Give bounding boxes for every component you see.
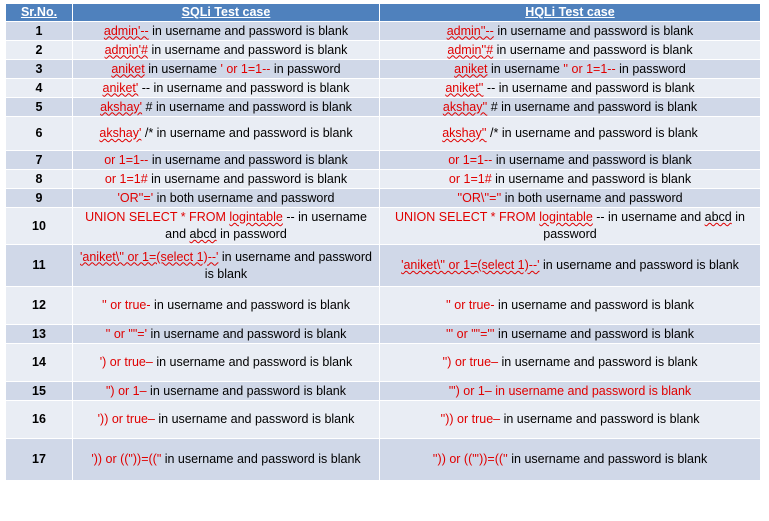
description-text: in username and password is blank [152,355,353,369]
description-text: in password [216,227,287,241]
sqli-test-case-cell [73,79,380,98]
hqli-test-case-cell [380,151,761,170]
table-row [6,401,761,439]
description-text: in username and password is blank [494,298,694,312]
payload-text: 'aniket\'' or 1=(select 1)--' [401,258,540,272]
description-text: -- in username and password is blank [483,80,695,95]
hqli-test-case-cell [380,401,761,439]
description-text: in both username and password [501,190,683,205]
payload-text: aniket [111,61,145,76]
row-number: 12 [6,287,73,325]
description-text: in username and password is blank [493,42,693,57]
payload-text: ") or 1– [106,383,147,398]
payload-text: akshay'' [442,126,487,140]
payload-text: admin'# [104,42,148,57]
description-text: in username and password is blank [500,412,700,426]
description-text: -- in username and [165,210,367,241]
description-text: in username and password is blank [507,452,708,466]
payload-text: UNION SELECT * FROM [395,210,540,224]
description-text: # in username and password is blank [487,99,698,114]
hqli-test-case-cell [380,344,761,382]
hqli-test-case-cell [380,382,761,401]
table-row [6,245,761,287]
row-number: 16 [6,401,73,439]
table-body [6,22,761,481]
description-text: in username [144,61,221,76]
description-text: in username and password is blank [146,383,346,398]
hqli-test-case-cell [380,245,761,287]
payload-text: akshay' [100,99,143,114]
table-row [6,208,761,245]
payload-text: '' or 1=1-- [563,61,616,76]
description-text: /* in username and password is blank [141,126,353,140]
row-number: 17 [6,439,73,481]
payload-text: or 1=1-- [448,152,493,167]
description-text: in username and password is blank [539,258,739,272]
payload-text: "') or 1– in username and password is blank [448,383,692,398]
sqli-test-case-cell [73,382,380,401]
row-number: 8 [6,170,73,189]
payload-text: ''OR\''='' [457,190,502,205]
hqli-test-case-cell [380,41,761,60]
sqli-test-case-cell [73,287,380,325]
test-case-table-wrapper [5,3,761,481]
table-row [6,170,761,189]
hqli-test-case-cell [380,287,761,325]
payload-text: admin''-- [446,23,494,38]
table-row [6,287,761,325]
row-number: 1 [6,22,73,41]
table-row [6,98,761,117]
row-number: 9 [6,189,73,208]
description-text: in password [543,210,745,241]
hqli-test-case-cell [380,60,761,79]
table-row [6,41,761,60]
payload-text: '' or ""=' [105,326,147,341]
description-text: in username and password is blank [147,171,348,186]
row-number: 10 [6,208,73,245]
payload-text: ')) or true– [97,412,155,426]
payload-text: admin''# [447,42,494,57]
description-text: in username and password is blank [492,152,692,167]
description-text: abcd [704,210,732,224]
payload-text: aniket' [102,80,139,95]
table-row [6,117,761,151]
sqli-test-case-cell [73,151,380,170]
sqli-test-case-cell [73,41,380,60]
row-number: 2 [6,41,73,60]
sqli-test-case-cell [73,117,380,151]
row-number: 4 [6,79,73,98]
description-text: in username and password is blank [494,326,694,341]
row-number: 7 [6,151,73,170]
payload-text: '' or true- [102,298,151,312]
payload-text: logintable [539,210,593,224]
payload-text: ''' or ""=''' [446,326,495,341]
table-row [6,189,761,208]
row-number: 14 [6,344,73,382]
table-row [6,439,761,481]
description-text: # in username and password is blank [142,99,352,114]
payload-text: ')) or (("))=((" [91,452,162,466]
description-text: -- in username and [592,210,705,224]
description-text: in password [270,61,341,76]
sqli-test-case-cell [73,170,380,189]
table-row [6,151,761,170]
row-number: 15 [6,382,73,401]
description-text: in password [615,61,686,76]
payload-text: ') or true– [99,355,153,369]
hqli-test-case-cell [380,22,761,41]
row-number: 11 [6,245,73,287]
description-text: in username and password is blank [204,249,372,281]
sqli-test-case-cell [73,189,380,208]
hqli-test-case-cell [380,439,761,481]
payload-text: akshay'' [442,99,488,114]
sqli-test-case-cell [73,439,380,481]
description-text: in username and password is blank [146,326,347,341]
payload-text: '')) or true– [440,412,501,426]
sqli-test-case-cell [73,208,380,245]
payload-text: '') or true– [442,355,499,369]
table-row [6,382,761,401]
sqli-test-case-cell [73,60,380,79]
payload-text: 'OR''=' [117,190,154,205]
description-text: in username and password is blank [148,152,348,167]
payload-text: admin'-- [103,23,149,38]
sqli-test-case-cell [73,22,380,41]
description-text: in both username and password [153,190,335,205]
hqli-test-case-cell [380,208,761,245]
sqli-test-case-cell [73,98,380,117]
description-text: /* in username and password is blank [486,126,698,140]
description-text: in username and password is blank [147,42,348,57]
payload-text: or 1=1-- [104,152,149,167]
sqli-test-case-cell [73,245,380,287]
payload-text: '' or true- [446,298,495,312]
description-text: in username and password is blank [493,23,694,38]
payload-text: 'aniket\'' or 1=(select 1)--' [80,249,219,264]
header-sr-no: Sr.No. [6,4,73,22]
table-row [6,79,761,98]
row-number: 5 [6,98,73,117]
description-text: in username and password is blank [148,23,349,38]
payload-text: or 1=1# [104,171,148,186]
sqli-test-case-cell [73,401,380,439]
description-text: in username and password is blank [154,412,355,426]
sqli-test-case-cell [73,325,380,344]
hqli-test-case-cell [380,189,761,208]
payload-text: '')) or (("'))=(('' [432,452,508,466]
description-text: -- in username and password is blank [138,80,350,95]
header-row [6,4,761,22]
description-text: in username and password is blank [498,355,698,369]
row-number: 13 [6,325,73,344]
header-sqli-test-case: SQLi Test case [73,4,380,22]
hqli-test-case-cell [380,79,761,98]
row-number: 6 [6,117,73,151]
payload-text: aniket [454,61,488,76]
hqli-test-case-cell [380,170,761,189]
payload-text: logintable [229,210,283,224]
hqli-test-case-cell [380,117,761,151]
table-row [6,60,761,79]
header-hqli-test-case: HQLi Test case [380,4,761,22]
description-text: abcd [189,227,217,241]
table-row [6,325,761,344]
table-row [6,344,761,382]
payload-text: akshay' [99,126,142,140]
table-row [6,22,761,41]
hqli-test-case-cell [380,325,761,344]
payload-text: ' or 1=1-- [220,61,271,76]
description-text: in username and password is blank [491,171,692,186]
row-number: 3 [6,60,73,79]
payload-text: aniket'' [445,80,484,95]
sqli-hqli-test-case-table [5,3,761,481]
description-text: in username [487,61,564,76]
description-text: in username and password is blank [161,452,361,466]
sqli-test-case-cell [73,344,380,382]
payload-text: UNION SELECT * FROM [85,210,230,224]
payload-text: or 1=1# [448,171,492,186]
hqli-test-case-cell [380,98,761,117]
description-text: in username and password is blank [150,298,350,312]
